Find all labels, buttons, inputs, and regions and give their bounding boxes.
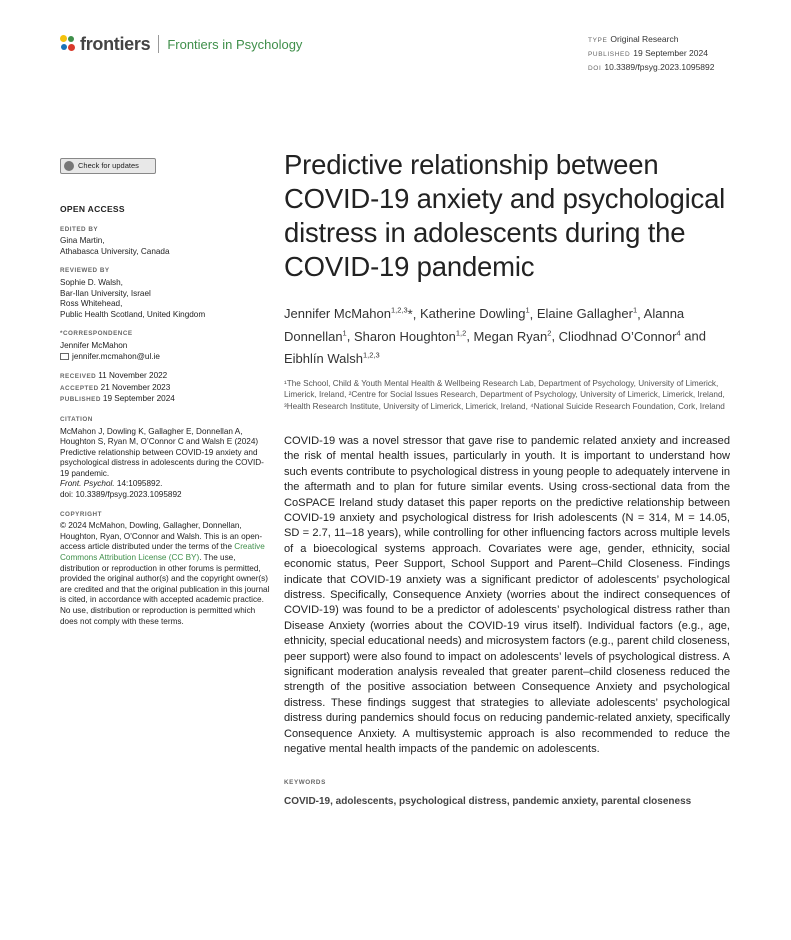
editor-affiliation: Athabasca University, Canada [60, 246, 170, 256]
article-meta [588, 33, 715, 75]
author-name-text: Megan Ryan [473, 328, 548, 344]
author-name[interactable] [559, 329, 681, 344]
copyright-text: © 2024 McMahon, Dowling, Gallagher, Donnellan, Houghton, Ryan, O’Connor and Walsh. This is an open-access article distributed under the terms of the [60, 521, 263, 552]
meta-published-value: 19 September 2024 [633, 48, 708, 58]
meta-doi[interactable] [588, 61, 715, 75]
author-name-text: Katherine Dowling [419, 306, 526, 322]
abstract: COVID-19 was a novel stressor that gave rise to pandemic related anxiety and increased the risk of mental health issues, particularly in youth. It is important to understand how such events contribute to psychological distress in young people to adequately intervene in the aftermath and to plan for future similar events. Using cross-sectional data from the CoSPACE Ireland study dataset this paper reports on the predictive relationship between COVID-19 anxiety and psychological distress for Irish adolescents (N = 314, M = 14.05, SD = 2.7, 11–18 years), while controlling for other influencing factors across multiple levels of a bioecological systems approach. Covariates were age, gender, ethnicity, social economic status, Peer Support, School Support and Parent–Child Closeness. Findings indicate that COVID-19 anxiety was a significant predictor of adolescents’ psychological distress. Specifically, Consequence Anxiety (worries about the indirect consequences of COVID-19) was found to be a predictor of adolescents’ psychological distress rather than Disease Anxiety (worries about the COVID-19 virus itself). Individual factors (e.g., age, ethnicity, special educational needs) and microsystem factors (e.g., parent child closeness, peer support) were also found to impact on adolescents’ levels of psychological distress. A significant moderation analysis revealed that greater parent–child closeness reduced the strength of the positive association between Consequence Anxiety and psychological distress. These findings suggest that strategies to alleviate adolescents’ psychological distress during pandemics should focus on reducing pandemic-related anxiety, specifically Consequence Anxiety. A multisystemic approach is also recommended to reduce the negative mental health impacts of the pandemic on adolescents. [284, 434, 730, 755]
update-icon [64, 161, 74, 171]
reviewer-name: Sophie D. Walsh, [60, 277, 123, 287]
article-title: Predictive relationship between COVID-19 anxiety and psychological distress in adolescents during the COVID-19 pandemic [284, 149, 726, 282]
check-for-updates-button[interactable] [60, 158, 156, 174]
published-value: 19 September 2024 [102, 394, 175, 404]
meta-type-value: Original Research [610, 34, 679, 44]
article-sidebar [60, 158, 270, 627]
citation-text: McMahon J, Dowling K, Gallagher E, Donnellan A, Houghton S, Ryan M, O’Connor C and Walsh E (2024) Predictive relationship between COVID-19 anxiety and psychological distress in adolescents during the COVID-19 pandemic. [60, 426, 264, 478]
accepted-date [60, 383, 270, 395]
logo-divider [158, 35, 159, 53]
author-separator: , [466, 328, 474, 344]
author-name[interactable] [284, 306, 408, 321]
article-dates [60, 371, 270, 406]
author-affil-ref: 1,2,3 [363, 350, 380, 360]
author-affil-ref: 1 [342, 328, 347, 338]
citation-block [60, 427, 270, 501]
keywords: COVID-19, adolescents, psychological distress, pandemic anxiety, parental closeness [284, 796, 692, 808]
frontiers-logo-icon [60, 35, 76, 53]
author-name-text: Alanna Donnellan [284, 306, 685, 344]
mail-icon [60, 353, 69, 360]
affiliations: ¹The School, Child & Youth Mental Health & Wellbeing Research Lab, Department of Psychology, University of Limerick, Limerick, Ireland, ²Centre for Social Issues Research, Department of Psychology, University of Limerick, Limerick, Ireland, ³Health Research Institute, University of Limerick, Limerick, Ireland, ⁴National Suicide Research Foundation, Cork, Ireland [284, 378, 725, 411]
meta-type-label: TYPE [588, 37, 608, 44]
accepted-value: 21 November 2023 [100, 382, 171, 392]
author-name[interactable] [537, 306, 637, 321]
reviewer-affiliation: Bar-Ilan University, Israel [60, 288, 151, 298]
meta-type [588, 33, 715, 47]
editor-name: Gina Martin, [60, 236, 105, 246]
author-name-text: Eibhlín Walsh [284, 350, 363, 366]
author-affil-ref: 1,2 [455, 328, 467, 338]
author-list [284, 301, 730, 368]
published-date [60, 394, 270, 406]
author-name[interactable] [354, 329, 466, 344]
received-value: 11 November 2022 [98, 371, 168, 381]
journal-name[interactable]: Frontiers in Psychology [167, 36, 303, 52]
author-affil-ref: 1,2,3 [390, 306, 408, 315]
reviewer-affiliation: Public Health Scotland, United Kingdom [60, 309, 206, 319]
author-affil-ref: 4 [676, 328, 681, 338]
frontiers-logo[interactable] [60, 33, 302, 55]
copyright-text-end: . The use, distribution or reproduction in other forums is permitted, provided the original author(s) and the copyright owner(s) are credited and that the original publication in this journal is cited, in accordance with accepted academic practice. No use, distribution or reproduction is permitted which does not comply with these terms. [60, 553, 270, 626]
cc-license-link[interactable]: Creative Commons Attribution License (CC BY) [60, 542, 265, 563]
author-separator: and [680, 328, 706, 344]
author-separator: *, [407, 306, 420, 322]
author-separator: , [637, 306, 644, 322]
citation-doi[interactable]: doi: 10.3389/fpsyg.2023.1095892 [60, 490, 182, 500]
author-separator: , [529, 306, 537, 322]
citation-label: CITATION [60, 415, 93, 423]
author-affil-ref: 1 [632, 306, 638, 315]
edited-by-label: EDITED BY [60, 225, 99, 233]
citation-journal: Front. Psychol. [60, 479, 115, 489]
correspondence-email-row[interactable] [60, 352, 270, 363]
author-name-text: Jennifer McMahon [284, 306, 391, 322]
check-for-updates-label: Check for updates [78, 160, 139, 170]
correspondence-label: *CORRESPONDENCE [60, 330, 133, 338]
author-name[interactable] [474, 329, 552, 344]
author-affil-ref: 2 [547, 328, 552, 338]
copyright-label: COPYRIGHT [60, 510, 102, 518]
author-name-text: Elaine Gallagher [536, 306, 633, 322]
accepted-label: ACCEPTED [60, 384, 99, 392]
author-name[interactable] [420, 306, 530, 321]
citation-volume: 14:1095892. [114, 479, 163, 489]
author-separator: , [346, 328, 354, 344]
received-date [60, 371, 270, 383]
reviewed-by-label: REVIEWED BY [60, 267, 110, 275]
correspondence-email[interactable]: jennifer.mcmahon@ul.ie [72, 351, 160, 361]
reviewer-name: Ross Whitehead, [60, 299, 123, 309]
meta-published [588, 47, 715, 61]
keywords-label: KEYWORDS [284, 779, 326, 787]
published-label: PUBLISHED [60, 396, 101, 404]
author-name[interactable] [284, 351, 380, 366]
author-name-text: Sharon Houghton [353, 328, 456, 344]
open-access-label: OPEN ACCESS [60, 204, 125, 214]
copyright-block [60, 521, 270, 627]
meta-doi-value[interactable]: 10.3389/fpsyg.2023.1095892 [604, 62, 715, 72]
article-main [284, 148, 730, 807]
received-label: RECEIVED [60, 373, 97, 381]
meta-doi-label: DOI [588, 65, 602, 72]
meta-published-label: PUBLISHED [588, 51, 631, 58]
correspondence-name: Jennifer McMahon [60, 340, 128, 350]
author-name-text: Cliodhnad O’Connor [558, 328, 677, 344]
brand-name: frontiers [80, 33, 151, 54]
author-separator: , [551, 328, 559, 344]
author-affil-ref: 1 [525, 306, 530, 315]
